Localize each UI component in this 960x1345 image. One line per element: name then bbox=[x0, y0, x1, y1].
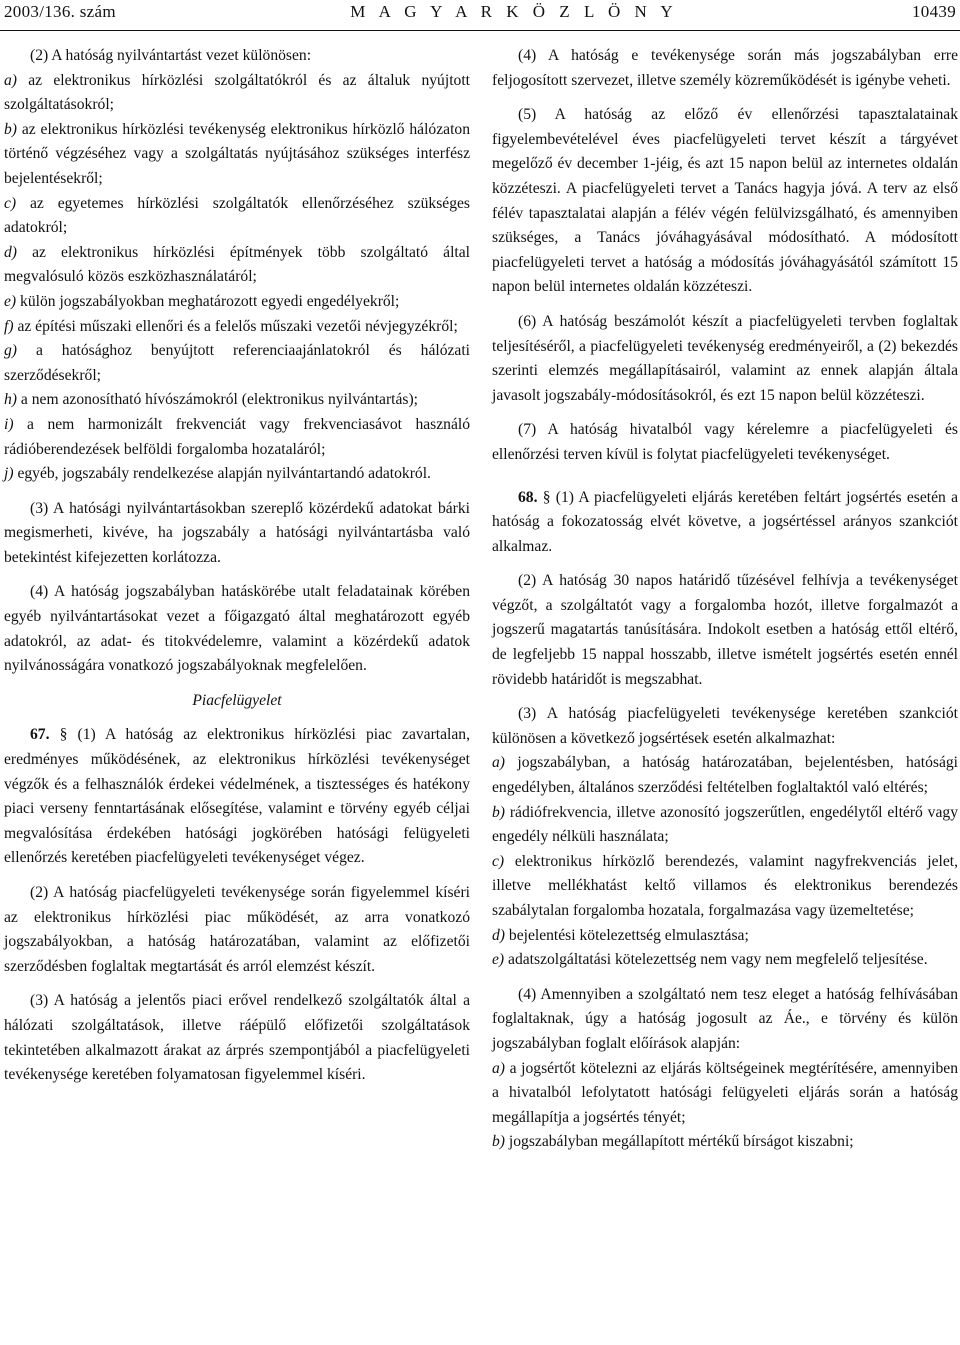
section-68-paragraph-1: 68. § (1) A piacfelügyeleti eljárás keretében feltárt jogsértés esetén a hatóság a fokozatosság elvét követve, a jogsértéssel arányos szankciót alkalmaz. bbox=[492, 488, 958, 555]
publication-title: M A G Y A R K Ö Z L Ö N Y bbox=[350, 2, 678, 21]
section-68-paragraph-2: (2) A hatóság 30 napos határidő tűzésével felhívja a tevékenységet végzőt, a szolgáltatót vagy a forgalomba hozót, illetve forgalmazót a jogszerű magatartás tanúsítására. Indokolt esetben a hatóság ettől eltérő, de legfeljebb 15 nappal hosszabb, illetve ismételt jogsértés esetén ennél rövidebb határidőt is megszabhat. bbox=[492, 572, 958, 688]
section-67-paragraph-1: 67. § (1) A hatóság az elektronikus hírközlési piac zavartalan, eredményes működésének, az elektronikus hírközlési tevékenységet végzők és a felhasználók érdekei védelmének, a tisztességes és hatékony piaci verseny fenntartásának elősegítése, valamint e törvény egyéb céljai megvalósítása érdekében hatósági jogkörében hatósági felügyeleti ellenőrzés keretében piacfelügyeleti tevékenységet végez. bbox=[4, 726, 470, 867]
section-67-paragraph-7: (7) A hatóság hivatalból vagy kérelemre a piacfelügyeleti és ellenőrzési terven kívül is folytat piacfelügyeleti tevékenységet. bbox=[492, 421, 958, 463]
section-68-paragraph-3: (3) A hatóság piacfelügyeleti tevékenysége keretében szankciót különösen a következő jogsértések esetén alkalmazhat: bbox=[492, 705, 958, 747]
list-item: j) egyéb, jogszabály rendelkezése alapján nyilvántartandó adatokról. bbox=[4, 465, 431, 483]
issue-number: 2003/136. szám bbox=[4, 2, 116, 21]
section-67-paragraph-6: (6) A hatóság beszámolót készít a piacfelügyeleti tervben foglaltak teljesítéséről, a piacfelügyeleti tevékenység eredményeiről, a (2) bekezdés szerinti elemzés megállapításairól, valamint az ennek alapján általa javasolt jogszabály-módosításokról, és ezt 15 napon belül közzéteszi. bbox=[492, 312, 958, 404]
list-item: d) az elektronikus hírközlési építmények több szolgáltató által megvalósuló közös eszközhasználatáról; bbox=[4, 243, 470, 286]
left-column bbox=[4, 44, 470, 1098]
section-67-paragraph-5: (5) A hatóság az előző év ellenőrzési tapasztalatainak figyelembevételével éves piacfelügyeleti tervet készít a tárgyévet megelőző év december 1-jéig, és azt 15 napon belül az internetes oldalán közzéteszi. A piacfelügyeleti tervet a Tanács hagyja jóvá. A terv az első félév tapasztalatai alapján a félév végén felülvizsgálható, és amennyiben szükséges, a Tanács jóváhagyásával módosítható. A módosított piacfelügyeleti tervet a hatóság a módosítás jóváhagyásától számított 15 napon belül internetes oldalán közzéteszi. bbox=[492, 106, 958, 296]
list-item: b) jogszabályban megállapított mértékű bírságot kiszabni; bbox=[492, 1133, 854, 1151]
list-item: e) külön jogszabályokban meghatározott egyedi engedélyekről; bbox=[4, 292, 400, 310]
list-item: a) az elektronikus hírközlési szolgáltatókról és az általuk nyújtott szolgáltatásokról; bbox=[4, 71, 470, 114]
section-number: 68. bbox=[518, 488, 538, 506]
list-item: f) az építési műszaki ellenőri és a felelős műszaki vezetői névjegyzékről; bbox=[4, 317, 458, 335]
page-number: 10439 bbox=[912, 2, 956, 21]
list-item: c) az egyetemes hírközlési szolgáltatók ellenőrzéséhez szükséges adatokról; bbox=[4, 194, 470, 237]
section-68-paragraph-4: (4) Amennyiben a szolgáltató nem tesz eleget a hatóság felhívásában foglaltaknak, úgy a hatóság jogosult az Áe., e törvény és külön jogszabályban foglalt előírások alapján: bbox=[492, 985, 958, 1052]
section-67-paragraph-4: (4) A hatóság e tevékenysége során más jogszabályban erre feljogosított szervezet, illetve személy közreműködését is igénybe veheti. bbox=[492, 47, 958, 89]
list-item: h) a nem azonosítható hívószámokról (elektronikus nyilvántartás); bbox=[4, 391, 419, 409]
section-number: 67. bbox=[30, 726, 50, 744]
header-rule bbox=[0, 30, 960, 31]
list-item: g) a hatósághoz benyújtott referenciaajánlatokról és hálózati szerződésekről; bbox=[4, 342, 470, 384]
page-header bbox=[4, 2, 956, 32]
list-item: e) adatszolgáltatási kötelezettség nem vagy nem megfelelő teljesítése. bbox=[492, 951, 928, 969]
section-subheading: Piacfelügyelet bbox=[192, 691, 282, 709]
list-item: i) a nem harmonizált frekvenciát vagy frekvenciasávot használó rádióberendezések belföldi forgalomba hozataláról; bbox=[4, 415, 470, 458]
list-item: b) rádiófrekvencia, illetve azonosító jogszerűtlen, engedélytől eltérő vagy engedély nélküli használata; bbox=[492, 803, 958, 846]
list-item: a) jogszabályban, a hatóság határozatában, bejelentésben, hatósági engedélyben, általános szerződési feltételben foglaltaktól való eltérés; bbox=[492, 754, 958, 797]
list-item: d) bejelentési kötelezettség elmulasztása; bbox=[492, 926, 749, 944]
list-item: a) a jogsértőt kötelezni az eljárás költségeinek megtérítésére, amennyiben a hivatalból lefolytatott hatósági felügyeleti eljárás során a hatóság megállapítja a jogsértés tényét; bbox=[492, 1059, 959, 1126]
section-67-paragraph-3: (3) A hatóság a jelentős piaci erővel rendelkező szolgáltatók által a hálózati szolgáltatások, illetve ráépülő előfizetői szolgáltatások tekintetében alkalmazott árakat az árprés szempontjából a piacfelügyeleti tevékenysége keretében folyamatosan figyelemmel kíséri. bbox=[4, 992, 470, 1084]
paragraph-2-intro: (2) A hatóság nyilvántartást vezet különösen: bbox=[30, 47, 312, 64]
section-67-paragraph-2: (2) A hatóság piacfelügyeleti tevékenysége során figyelemmel kíséri az elektronikus hírközlési piac működését, az arra vonatkozó jogszabályokban, a hatóság határozatában, valamint az előfizetői szerződésben foglaltak megtartását és arról elemzést készít. bbox=[4, 884, 470, 975]
right-column bbox=[492, 44, 958, 1155]
paragraph-4: (4) A hatóság jogszabályban hatáskörébe utalt feladatainak körében egyéb nyilvántartásokat vezet a főigazgató által meghatározott egyéb adatokról, az adat- és titokvédelemre, valamint a közérdekű adatok nyilvánosságára vonatkozó jogszabályoknak megfelelően. bbox=[4, 583, 470, 675]
paragraph-3: (3) A hatósági nyilvántartásokban szereplő közérdekű adatokat bárki megismerheti, kivéve, ha jogszabály a hatósági nyilvántartásba való betekintést kifejezetten korlátozza. bbox=[4, 499, 470, 566]
list-item: c) elektronikus hírközlő berendezés, valamint nagyfrekvenciás jelet, illetve mellékhatást keltő villamos és elektronikus berendezés szabálytalan forgalomba hozatala, forgalmazása vagy üzemeltetése; bbox=[492, 852, 958, 919]
list-item: b) az elektronikus hírközlési tevékenység elektronikus hírközlő hálózaton történő végzéséhez vagy a szolgáltatás nyújtásához szükséges interfész bejelentésekről; bbox=[4, 120, 470, 187]
